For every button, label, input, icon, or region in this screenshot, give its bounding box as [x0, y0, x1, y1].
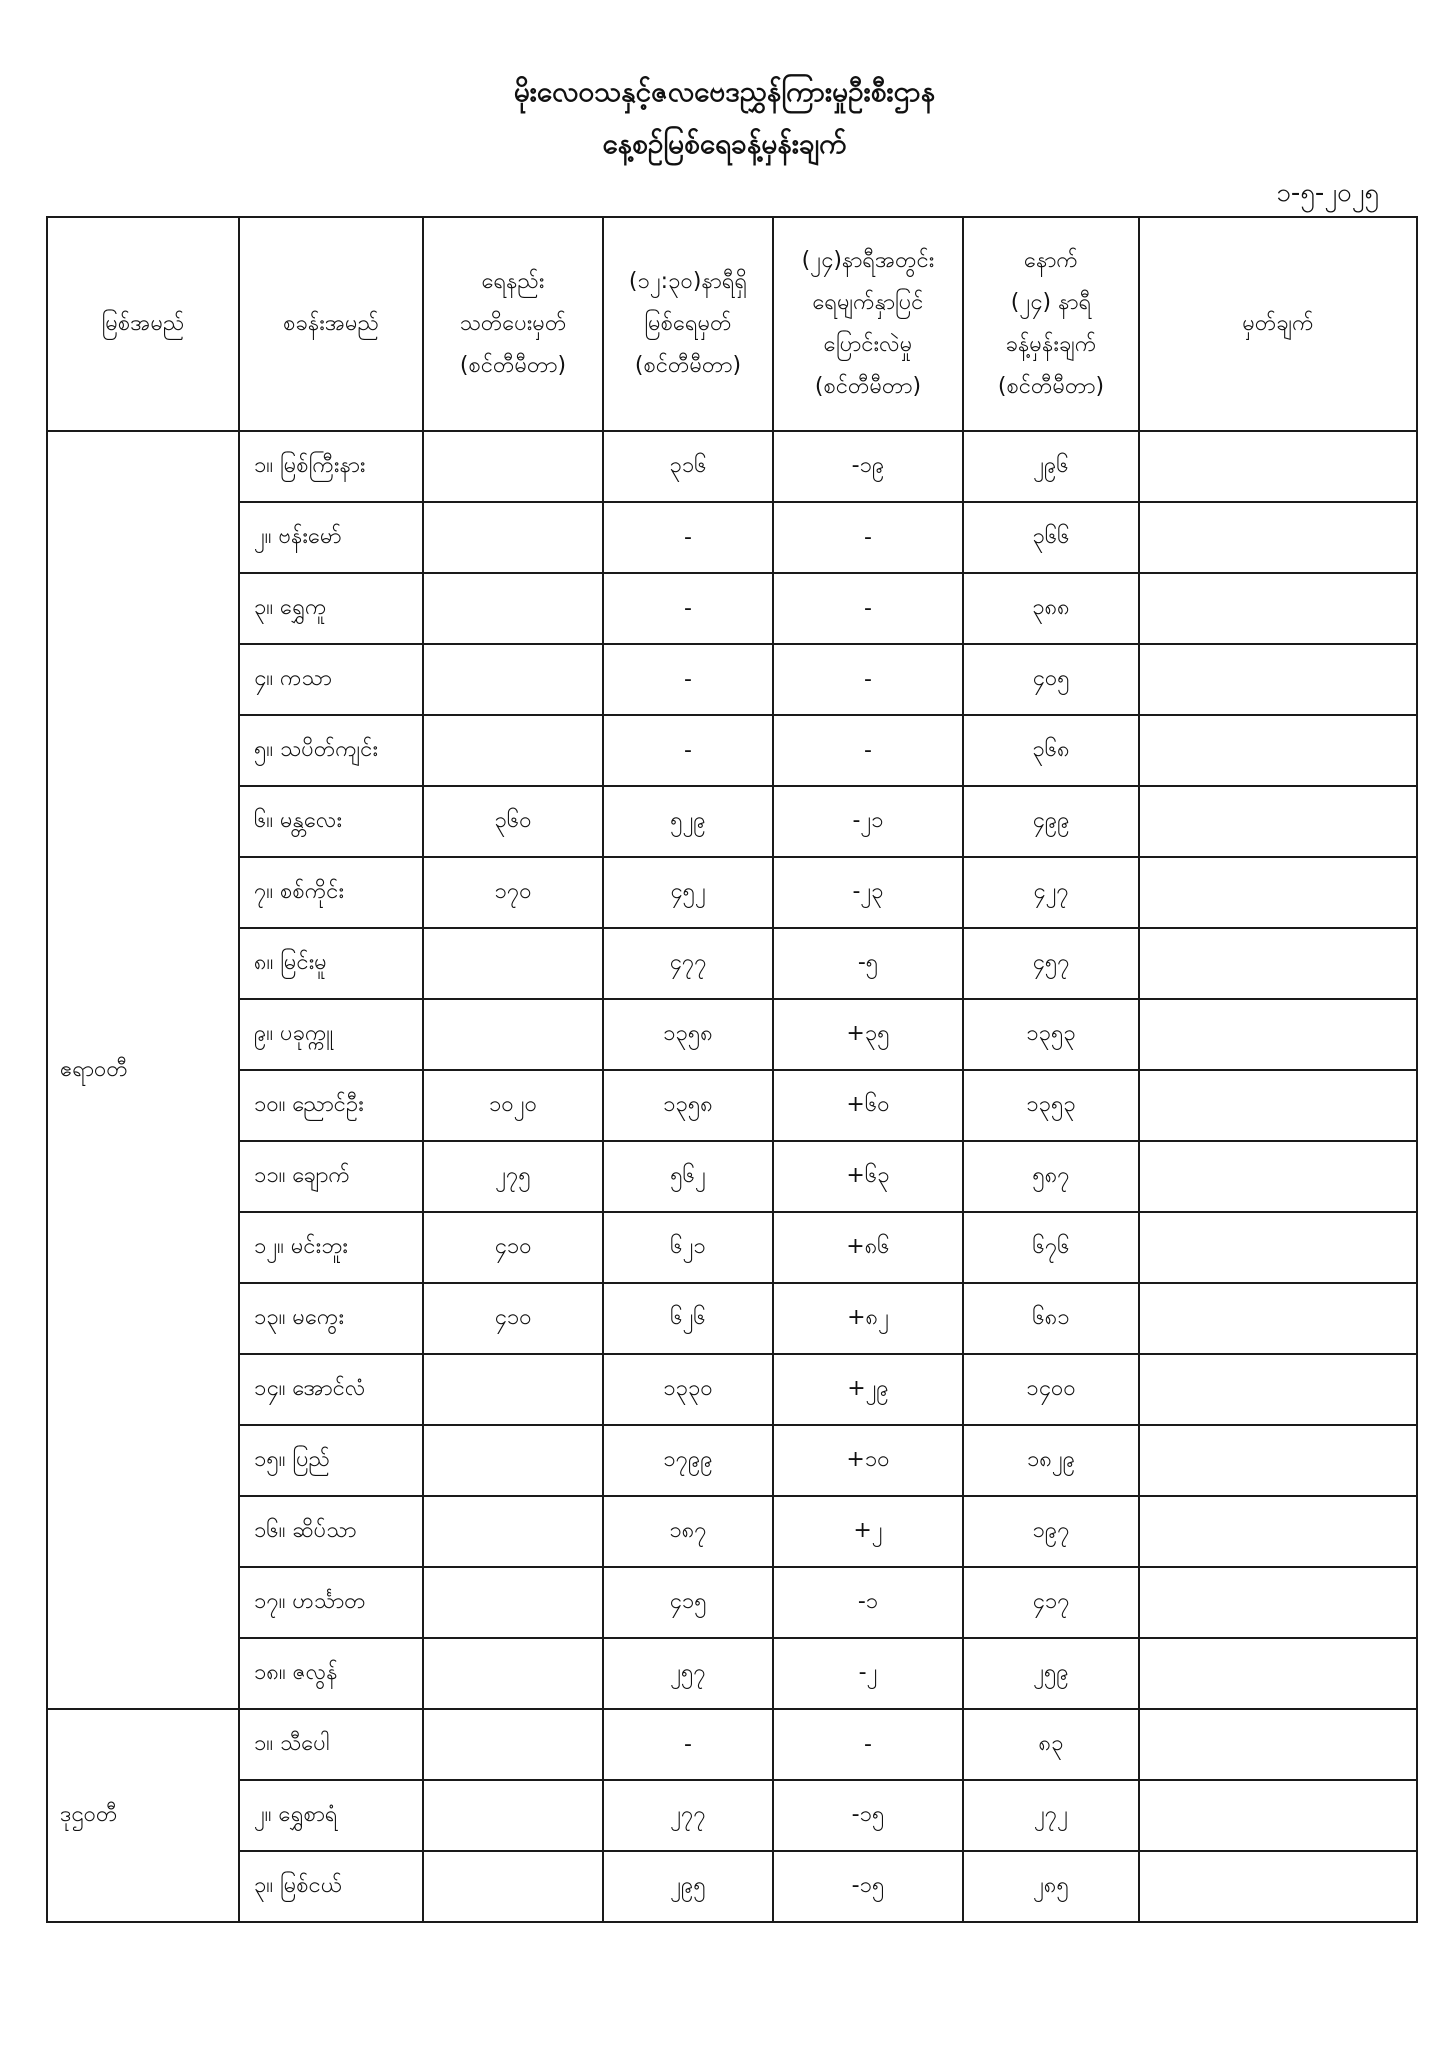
header-level-line: (၁၂:၃၀)နာရီရှိ [628, 269, 748, 294]
change-cell: -၁၉ [773, 431, 963, 502]
station-cell: ၂။ ဗန်းမော် [239, 502, 423, 573]
water-level-cell: ၃၁၆ [603, 431, 773, 502]
change-cell: -၁၅ [773, 1851, 963, 1922]
water-level-cell: ၂၇၇ [603, 1780, 773, 1851]
danger-level-cell [423, 644, 603, 715]
header-change-line: ပြောင်းလဲမှု [823, 332, 913, 357]
table-row [47, 1212, 1417, 1283]
table-header-row [47, 217, 1417, 431]
water-level-cell: - [603, 644, 773, 715]
water-level-cell: ၄၇၇ [603, 928, 773, 999]
danger-level-cell [423, 928, 603, 999]
change-cell: -၁၅ [773, 1780, 963, 1851]
header-water-level [603, 217, 773, 431]
forecast-cell: ၂၇၂ [963, 1780, 1139, 1851]
remark-cell [1139, 431, 1417, 502]
danger-level-cell: ၁၇၀ [423, 857, 603, 928]
danger-level-cell [423, 1638, 603, 1709]
remark-cell [1139, 857, 1417, 928]
danger-level-cell [423, 999, 603, 1070]
water-level-cell: - [603, 715, 773, 786]
header-danger-line: (စင်တီမီတာ) [459, 353, 567, 378]
remark-cell [1139, 715, 1417, 786]
forecast-cell: ၄၀၅ [963, 644, 1139, 715]
danger-level-cell [423, 1851, 603, 1922]
header-change [773, 217, 963, 431]
table-row [47, 786, 1417, 857]
station-cell: ၅။ သပိတ်ကျင်း [239, 715, 423, 786]
table-row [47, 644, 1417, 715]
danger-level-cell [423, 431, 603, 502]
header-change-line: (စင်တီမီတာ) [814, 374, 922, 399]
station-cell: ၄။ ကသာ [239, 644, 423, 715]
station-cell: ၁၂။ မင်းဘူး [239, 1212, 423, 1283]
station-cell: ၁၄။ အောင်လံ [239, 1354, 423, 1425]
change-cell: - [773, 502, 963, 573]
change-cell: - [773, 1709, 963, 1780]
change-cell: -၅ [773, 928, 963, 999]
header-forecast [963, 217, 1139, 431]
table-row [47, 1851, 1417, 1922]
remark-cell [1139, 1638, 1417, 1709]
table-row [47, 715, 1417, 786]
danger-level-cell [423, 502, 603, 573]
change-cell: -၁ [773, 1567, 963, 1638]
header-forecast-line: (၂၄) နာရီ [1010, 290, 1092, 315]
table-row [47, 1638, 1417, 1709]
danger-level-cell [423, 573, 603, 644]
remark-cell [1139, 928, 1417, 999]
danger-level-cell [423, 1709, 603, 1780]
station-cell: ၈။ မြင်းမူ [239, 928, 423, 999]
table-row [47, 1496, 1417, 1567]
remark-cell [1139, 1141, 1417, 1212]
station-cell: ၆။ မန္တလေး [239, 786, 423, 857]
water-level-cell: ၄၅၂ [603, 857, 773, 928]
station-cell: ၇။ စစ်ကိုင်း [239, 857, 423, 928]
forecast-cell: ၁၉၇ [963, 1496, 1139, 1567]
table-row [47, 1780, 1417, 1851]
river-name-cell: ဧရာဝတီ [47, 431, 239, 1709]
danger-level-cell [423, 1567, 603, 1638]
header-level-line: မြစ်ရေမှတ် [644, 311, 732, 336]
water-level-cell: ၂၉၅ [603, 1851, 773, 1922]
water-level-cell: - [603, 1709, 773, 1780]
danger-level-cell: ၃၆၀ [423, 786, 603, 857]
change-cell: -၂၃ [773, 857, 963, 928]
table-row [47, 573, 1417, 644]
forecast-cell: ၄၂၇ [963, 857, 1139, 928]
station-cell: ၁။ မြစ်ကြီးနား [239, 431, 423, 502]
forecast-cell: ၃၆၈ [963, 715, 1139, 786]
water-level-cell: ၆၂၁ [603, 1212, 773, 1283]
forecast-cell: ၄၅၇ [963, 928, 1139, 999]
remark-cell [1139, 1709, 1417, 1780]
water-level-cell: ၅၂၉ [603, 786, 773, 857]
station-cell: ၁၇။ ဟင်္သာတ [239, 1567, 423, 1638]
river-name-cell: ဒုဌဝတီ [47, 1709, 239, 1922]
station-cell: ၃။ ရွှေကူ [239, 573, 423, 644]
danger-level-cell: ၂၇၅ [423, 1141, 603, 1212]
header-change-line: ရေမျက်နှာပြင် [812, 290, 924, 315]
water-level-cell: ၅၆၂ [603, 1141, 773, 1212]
water-level-cell: ၆၂၆ [603, 1283, 773, 1354]
danger-level-cell [423, 1425, 603, 1496]
report-date: ၁-၅-၂၀၂၅ [1276, 178, 1379, 208]
water-level-cell: ၁၃၅၈ [603, 999, 773, 1070]
table-row [47, 1354, 1417, 1425]
remark-cell [1139, 1354, 1417, 1425]
change-cell: - [773, 644, 963, 715]
change-cell: +၃၅ [773, 999, 963, 1070]
forecast-cell: ၂၈၅ [963, 1851, 1139, 1922]
change-cell: +၆၀ [773, 1070, 963, 1141]
station-cell: ၁၅။ ပြည် [239, 1425, 423, 1496]
station-cell: ၁၆။ ဆိပ်သာ [239, 1496, 423, 1567]
table-row [47, 1283, 1417, 1354]
remark-cell [1139, 1070, 1417, 1141]
water-level-cell: ၂၅၇ [603, 1638, 773, 1709]
header-danger-line: ရေနည်း [481, 269, 545, 294]
water-level-cell: ၁၇၉၉ [603, 1425, 773, 1496]
remark-cell [1139, 1780, 1417, 1851]
change-cell: -၂ [773, 1638, 963, 1709]
forecast-cell: ၁၄၀၀ [963, 1354, 1139, 1425]
header-station: စခန်းအမည် [239, 217, 423, 431]
table-row [47, 502, 1417, 573]
station-cell: ၁၈။ ဇလွန် [239, 1638, 423, 1709]
table-row [47, 1709, 1417, 1780]
water-level-cell: ၁၈၇ [603, 1496, 773, 1567]
table-row [47, 857, 1417, 928]
header-change-line: (၂၄)နာရီအတွင်း [801, 248, 935, 273]
station-cell: ၂။ ရွှေစာရံ [239, 1780, 423, 1851]
change-cell: +၁၀ [773, 1425, 963, 1496]
header-river: မြစ်အမည် [47, 217, 239, 431]
forecast-cell: ၃၈၈ [963, 573, 1139, 644]
table-body [47, 431, 1417, 1922]
agency-title: မိုးလေဝသနှင့်ဇလဗေဒညွှန်ကြားမှုဦးစီးဌာန [513, 75, 936, 108]
forecast-cell: ၁၃၅၃ [963, 1070, 1139, 1141]
remark-cell [1139, 1425, 1417, 1496]
remark-cell [1139, 1496, 1417, 1567]
table-row [47, 1141, 1417, 1212]
water-level-cell: - [603, 573, 773, 644]
station-cell: ၁၃။ မကွေး [239, 1283, 423, 1354]
header-forecast-line: (စင်တီမီတာ) [997, 374, 1105, 399]
water-level-cell: ၄၁၅ [603, 1567, 773, 1638]
river-forecast-table [46, 216, 1418, 1923]
header-danger-line: သတိပေးမှတ် [459, 311, 567, 336]
table-row [47, 1070, 1417, 1141]
danger-level-cell: ၄၁၀ [423, 1212, 603, 1283]
forecast-cell: ၁၈၂၉ [963, 1425, 1139, 1496]
forecast-cell: ၃၆၆ [963, 502, 1139, 573]
remark-cell [1139, 644, 1417, 715]
change-cell: - [773, 573, 963, 644]
forecast-cell: ၅၈၇ [963, 1141, 1139, 1212]
header-forecast-line: ခန့်မှန်းချက် [1005, 332, 1097, 357]
change-cell: -၂၁ [773, 786, 963, 857]
change-cell: +၂၉ [773, 1354, 963, 1425]
danger-level-cell: ၄၁၀ [423, 1283, 603, 1354]
change-cell: +၈၂ [773, 1283, 963, 1354]
remark-cell [1139, 573, 1417, 644]
table-row [47, 928, 1417, 999]
forecast-cell: ၄၉၉ [963, 786, 1139, 857]
forecast-cell: ၆၇၆ [963, 1212, 1139, 1283]
danger-level-cell [423, 1354, 603, 1425]
forecast-cell: ၆၈၁ [963, 1283, 1139, 1354]
remark-cell [1139, 1212, 1417, 1283]
header-danger-level [423, 217, 603, 431]
forecast-cell: ၈၃ [963, 1709, 1139, 1780]
remark-cell [1139, 786, 1417, 857]
forecast-cell: ၂၅၉ [963, 1638, 1139, 1709]
forecast-cell: ၂၉၆ [963, 431, 1139, 502]
remark-cell [1139, 1567, 1417, 1638]
table-row [47, 431, 1417, 502]
station-cell: ၃။ မြစ်ငယ် [239, 1851, 423, 1922]
forecast-cell: ၄၁၇ [963, 1567, 1139, 1638]
header-remark: မှတ်ချက် [1139, 217, 1417, 431]
forecast-cell: ၁၃၅၃ [963, 999, 1139, 1070]
table-row [47, 1425, 1417, 1496]
station-cell: ၉။ ပခုက္ကူ [239, 999, 423, 1070]
remark-cell [1139, 502, 1417, 573]
remark-cell [1139, 1851, 1417, 1922]
station-cell: ၁၀။ ညောင်ဦး [239, 1070, 423, 1141]
change-cell: +၈၆ [773, 1212, 963, 1283]
danger-level-cell: ၁၀၂၀ [423, 1070, 603, 1141]
remark-cell [1139, 1283, 1417, 1354]
danger-level-cell [423, 1780, 603, 1851]
change-cell: +၂ [773, 1496, 963, 1567]
danger-level-cell [423, 715, 603, 786]
danger-level-cell [423, 1496, 603, 1567]
change-cell: +၆၃ [773, 1141, 963, 1212]
station-cell: ၁။ သီပေါ [239, 1709, 423, 1780]
report-title: နေ့စဉ်မြစ်ရေခန့်မှန်းချက် [602, 127, 847, 160]
water-level-cell: ၁၃၃၀ [603, 1354, 773, 1425]
water-level-cell: - [603, 502, 773, 573]
change-cell: - [773, 715, 963, 786]
table-row [47, 1567, 1417, 1638]
table-row [47, 999, 1417, 1070]
header-forecast-line: နောက် [1024, 248, 1078, 273]
water-level-cell: ၁၃၅၈ [603, 1070, 773, 1141]
header-level-line: (စင်တီမီတာ) [634, 353, 742, 378]
station-cell: ၁၁။ ချောက် [239, 1141, 423, 1212]
remark-cell [1139, 999, 1417, 1070]
